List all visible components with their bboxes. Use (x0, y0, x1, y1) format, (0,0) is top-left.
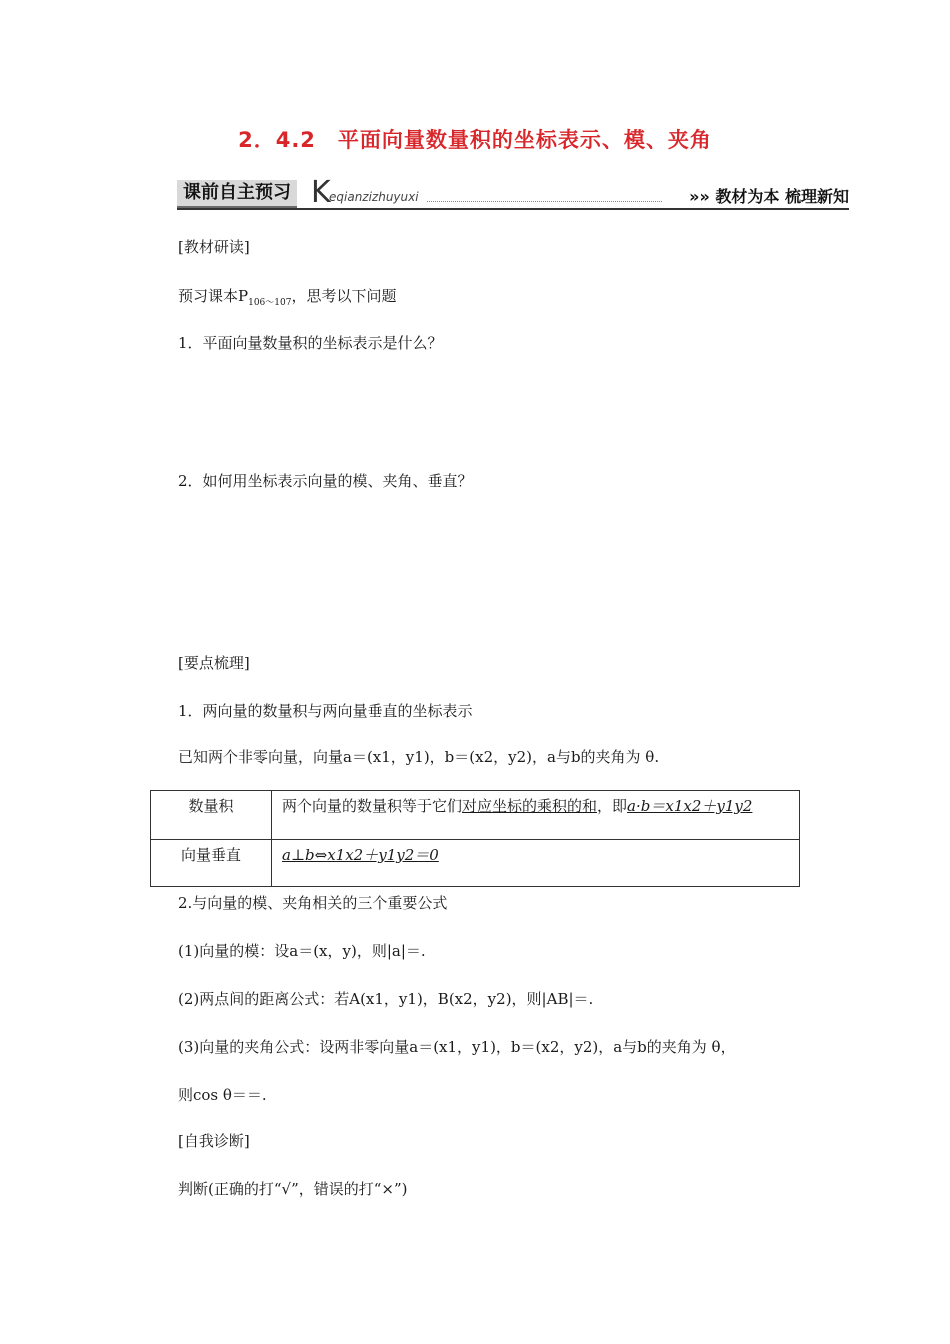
question-1: 1．平面向量数量积的坐标表示是什么？ (178, 334, 443, 352)
banner-right-label (689, 184, 849, 207)
keypoint-1-title: 1．两向量的数量积与两向量垂直的坐标表示 (178, 702, 473, 720)
question-2: 2．如何用坐标表示向量的模、夹角、垂直？ (178, 472, 473, 490)
table-cell-dot-product (272, 791, 800, 840)
formula-table (150, 790, 800, 887)
formula-angle-cos: 则cos θ＝＝. (178, 1086, 267, 1104)
dot-product-text: 两个向量的数量积等于它们 (282, 797, 463, 815)
judge-instruction: 判断(正确的打“√”，错误的打“×”) (178, 1180, 408, 1198)
banner-k-letter: K (311, 175, 331, 210)
preview-instruction (178, 285, 396, 308)
banner-pinyin: eqianzizhuyuxi (329, 190, 419, 204)
preview-pages: 106～107 (248, 298, 292, 308)
banner-underline (177, 208, 849, 210)
table-head-perpendicular: 向量垂直 (151, 840, 272, 887)
table-cell-perpendicular (272, 840, 800, 887)
formula-angle: (3)向量的夹角公式：设两非零向量a＝(x1，y1)，b＝(x2，y2)，a与b的夹角为 θ， (178, 1038, 736, 1056)
page-title: 2．4.2 平面向量数量积的坐标表示、模、夹角 (238, 128, 712, 152)
section-banner (177, 175, 849, 210)
table-row (151, 840, 800, 887)
banner-right-text: 教材为本 梳理新知 (715, 187, 849, 206)
triple-chevron-icon: »» (689, 187, 710, 206)
preview-suffix: ，思考以下问题 (291, 287, 397, 305)
section-heading-keypoints: [要点梳理] (178, 654, 250, 672)
given-vectors: 已知两个非零向量，向量a＝(x1，y1)，b＝(x2，y2)，a与b的夹角为 θ. (178, 748, 660, 766)
banner-dotted-rule (427, 201, 662, 202)
keypoint-2-title: 2.与向量的模、夹角相关的三个重要公式 (178, 894, 448, 912)
banner-left-label: 课前自主预习 (177, 180, 297, 209)
table-row (151, 791, 800, 840)
dot-product-underlined: 对应坐标的乘积的和 (462, 797, 598, 815)
dot-product-formula: a·b＝x1x2＋y1y2 (627, 797, 753, 815)
table-head-dot-product: 数量积 (151, 791, 272, 840)
formula-distance: (2)两点间的距离公式：若A(x1，y1)，B(x2，y2)，则|AB|＝. (178, 990, 594, 1008)
preview-prefix: 预习课本P (178, 287, 249, 305)
dot-product-tail: ，即 (597, 797, 628, 815)
formula-magnitude: (1)向量的模：设a＝(x，y)，则|a|＝. (178, 942, 426, 960)
perpendicular-formula: a⊥b⇔x1x2＋y1y2＝0 (282, 846, 439, 864)
section-heading-textbook: [教材研读] (178, 238, 250, 256)
section-heading-self-check: [自我诊断] (178, 1132, 250, 1150)
